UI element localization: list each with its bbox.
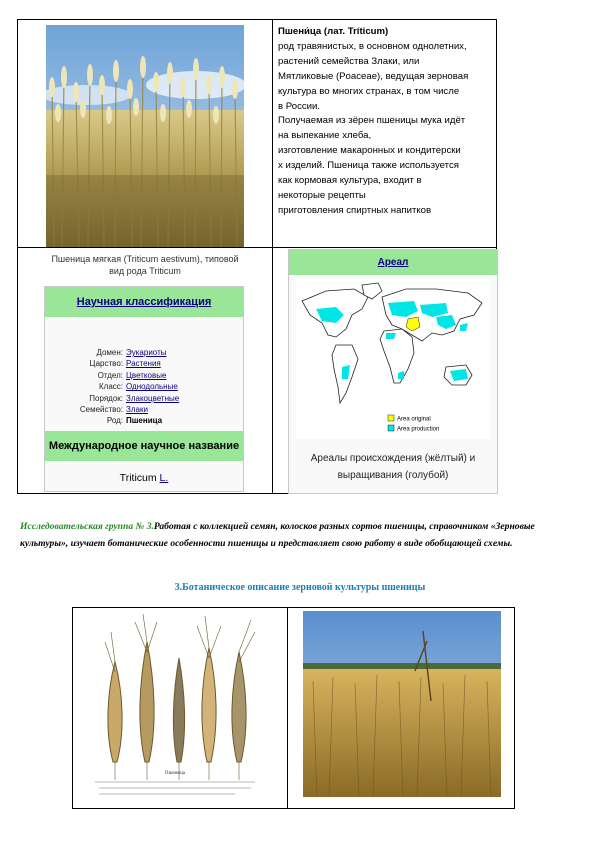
taxon-rank: Семейство: [79,405,123,415]
ripe-wheat-field-photo-icon [303,611,501,797]
photo-caption: Пшеница мягкая (Triticum aestivum), типовой вид рода Triticum [51,254,239,276]
wheat-field-photo [46,25,244,247]
wheat-spikes-drawing-icon [85,612,265,802]
description-line: приготовления спиртных напитков [278,204,432,216]
areal-caption [290,450,496,484]
description-line: культура во многих странах, в том числе [278,85,460,97]
description-line: на выпекание хлеба, [278,130,372,142]
taxon-rank: Домен: [96,348,123,357]
research-group-text: Работая с коллекцией семян, колосков разных сортов пшеницы, справочником «Зерновые культуры», изучает ботанические особенности пшеницы и представляет свою работу в виде обобщающей схемы. [20,521,535,549]
description-line: изготовление макаронных и кондитерски [278,145,461,157]
taxon-link-family[interactable]: Злаки [126,405,148,415]
legend-production-text: Area production [397,426,440,433]
legend-origin-swatch [388,415,394,421]
areal-link[interactable]: Ареал [377,257,409,268]
legend-origin-text: Area original [397,416,431,423]
taxon-rank: Царство: [89,359,123,369]
intl-name [45,472,243,484]
intl-name-header: Международное научное название [45,431,243,461]
areal-header [289,250,497,275]
description-line: в России. [278,100,321,112]
taxon-row-genus [45,415,243,426]
taxon-row-family [45,404,243,415]
taxon-row-order [45,393,243,404]
taxon-row-division [45,370,243,381]
taxon-genus: Пшеница [126,416,163,426]
taxon-link-order[interactable]: Злакоцветные [126,393,180,403]
description-line: некоторые рецепты [278,189,366,201]
description-line: род травянистых, в основном однолетних, [278,40,467,52]
taxon-link-kingdom[interactable]: Растения [126,359,161,369]
taxon-rank: Род: [106,416,123,426]
description-line: Получаемая из зёрен пшеницы мука идёт [278,115,466,127]
areal-caption-line: выращивания (голубой) [337,470,449,481]
section-title: 3.Ботаническое описание зерновой культуры пшеницы [174,582,426,593]
taxon-link-domain[interactable]: Эукариоты [126,348,167,357]
top-table-divider-horizontal [17,247,497,248]
taxon-rank: Класс: [99,382,123,392]
taxon-row-kingdom [45,358,243,369]
taxon-link-class[interactable]: Однодольные [126,382,178,392]
taxon-row-class [45,381,243,392]
top-table-divider-vertical [272,19,273,494]
world-map-icon [296,279,490,439]
intl-author-link[interactable]: L. [159,472,169,484]
description-title: Пшени́ца (лат. Tríticum) [278,26,389,37]
bottom-table-divider [287,607,288,809]
description-line: как кормовая культура, входит в [278,175,422,187]
research-group-paragraph [20,519,580,552]
taxon-row-domain [45,347,243,358]
areal-caption-line: Ареалы происхождения (жёлтый) и [310,453,476,464]
wheat-description [278,25,493,219]
description-line: х изделий. Пшеница также используется [278,160,459,172]
description-line: Мятликовые (Poaceae), ведущая зерновая [278,70,469,82]
intl-name-text: Triticum [119,472,157,484]
classification-header [45,287,243,317]
spikes-label: Пшеница [165,771,185,776]
taxon-rank: Отдел: [97,370,123,380]
taxonomy-list [45,347,243,427]
taxon-rank: Порядок: [89,393,123,403]
taxon-link-division[interactable]: Цветковые [126,370,167,380]
classification-link[interactable]: Научная классификация [76,296,212,308]
legend-production-swatch [388,425,394,431]
research-group-label: Исследовательская группа № 3. [20,521,154,532]
description-line: растений семейства Злаки, или [278,55,420,67]
